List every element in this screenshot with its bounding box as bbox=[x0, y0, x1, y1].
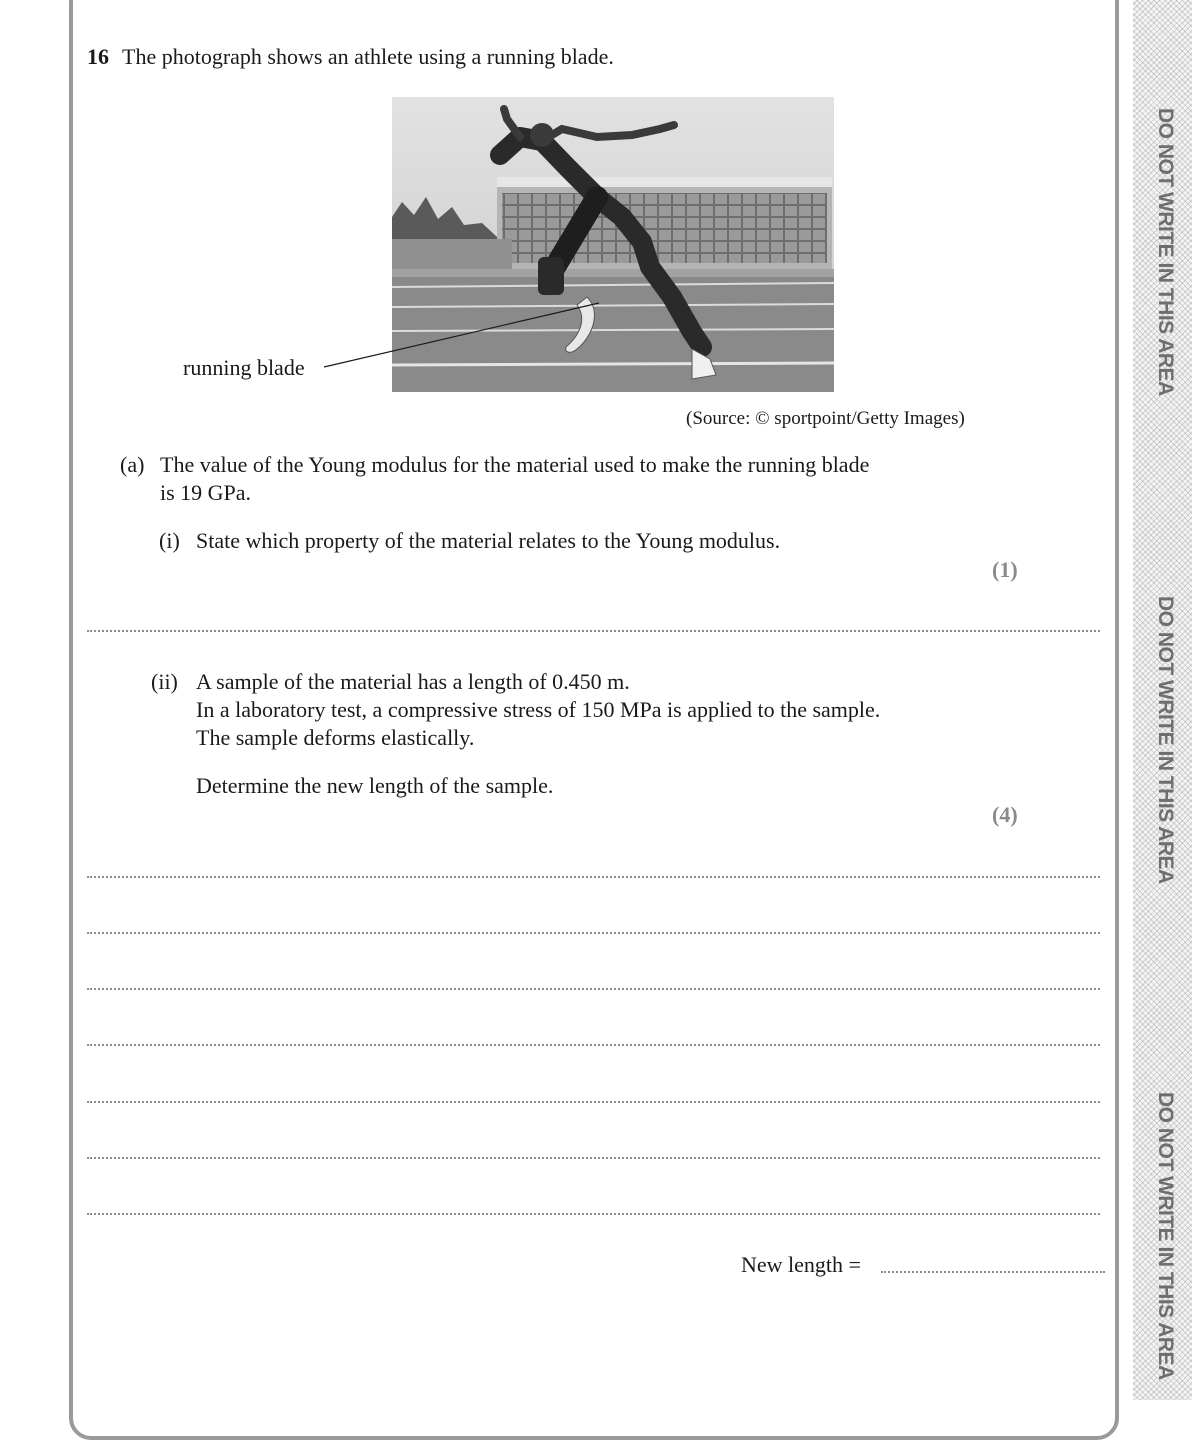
part-i-marks: (1) bbox=[992, 557, 1018, 582]
part-a-line-2: is 19 GPa. bbox=[160, 480, 252, 505]
part-ii-instruction: Determine the new length of the sample. bbox=[196, 773, 554, 798]
answer-line[interactable] bbox=[87, 630, 1100, 632]
part-ii-label: (ii) bbox=[151, 669, 178, 694]
working-line[interactable] bbox=[87, 876, 1100, 878]
working-line[interactable] bbox=[87, 988, 1100, 990]
question-number: 16 bbox=[87, 44, 109, 69]
working-line[interactable] bbox=[87, 1213, 1100, 1215]
running-blade-label: running blade bbox=[183, 355, 305, 380]
working-line[interactable] bbox=[87, 1044, 1100, 1046]
working-line[interactable] bbox=[87, 1101, 1100, 1103]
margin-warning-3: DO NOT WRITE IN THIS AREA bbox=[1154, 1092, 1177, 1380]
part-ii-line-1: A sample of the material has a length of 0.450 m. bbox=[196, 669, 630, 694]
part-i-question: State which property of the material relates to the Young modulus. bbox=[196, 528, 781, 553]
new-length-label: New length = bbox=[741, 1252, 861, 1277]
image-source: (Source: © sportpoint/Getty Images) bbox=[686, 408, 965, 429]
part-i-label: (i) bbox=[159, 528, 180, 553]
working-line[interactable] bbox=[87, 1157, 1100, 1159]
new-length-answer-line[interactable] bbox=[881, 1271, 1105, 1273]
part-a-line-1: The value of the Young modulus for the material used to make the running blade bbox=[160, 452, 870, 477]
question-intro: The photograph shows an athlete using a running blade. bbox=[122, 44, 614, 69]
part-ii-line-2: In a laboratory test, a compressive stress of 150 MPa is applied to the sample. bbox=[196, 697, 881, 722]
margin-warning-1: DO NOT WRITE IN THIS AREA bbox=[1154, 108, 1177, 396]
working-line[interactable] bbox=[87, 932, 1100, 934]
label-pointer-line bbox=[322, 300, 602, 370]
part-a-label: (a) bbox=[120, 452, 145, 477]
part-ii-line-3: The sample deforms elastically. bbox=[196, 725, 475, 750]
margin-warning-2: DO NOT WRITE IN THIS AREA bbox=[1154, 596, 1177, 884]
part-ii-marks: (4) bbox=[992, 802, 1018, 827]
